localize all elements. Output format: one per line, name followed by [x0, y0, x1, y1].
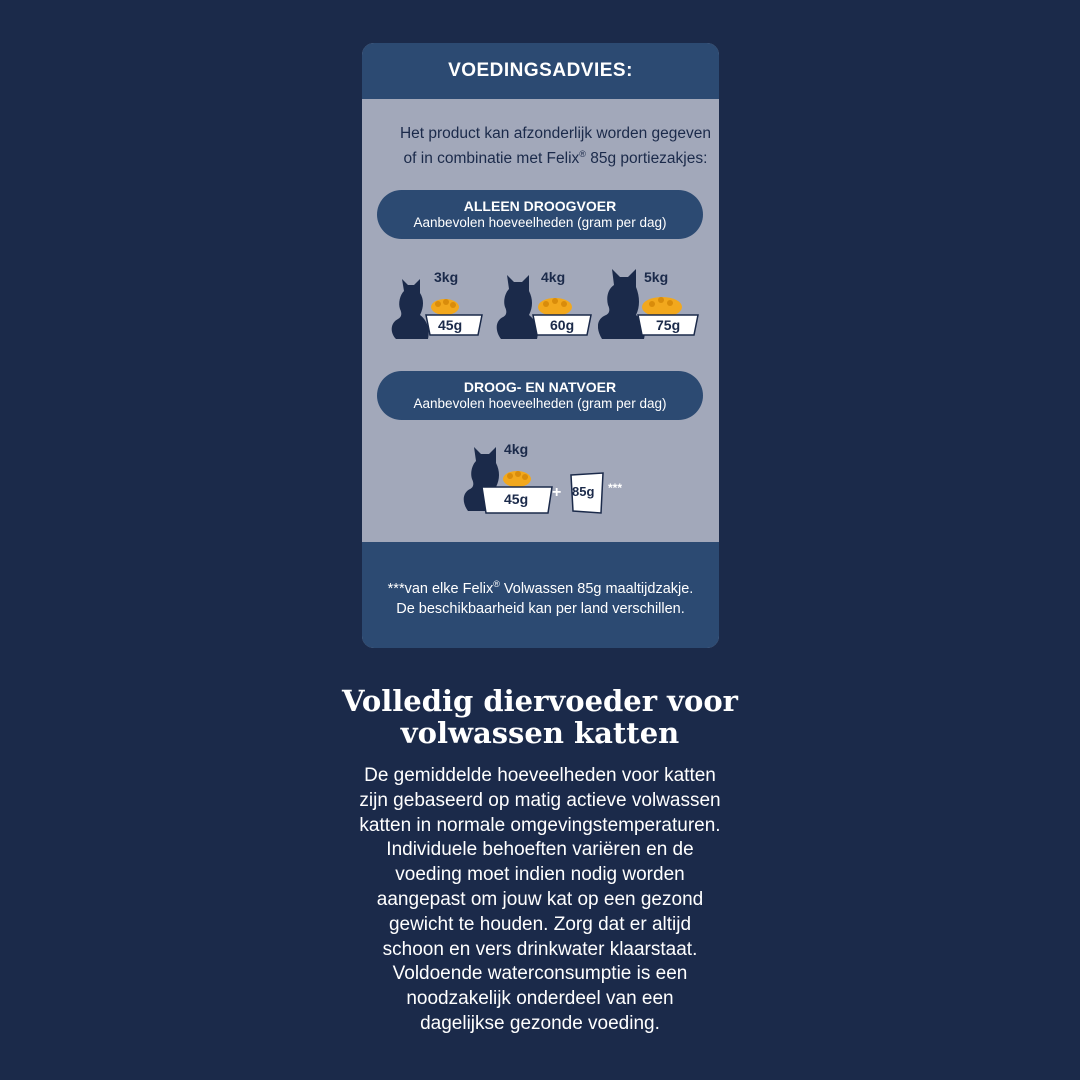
intro-line-2-text: of in combinatie met Felix [403, 150, 580, 168]
footnote-line-2: De beschikbaarheid kan per land verschillen. [396, 600, 685, 617]
body-line: katten in normale omgevingstemperaturen. [359, 814, 721, 836]
body-line: noodzakelijk onderdeel van een [406, 988, 674, 1010]
body-line: Individuele behoeften variëren en de [386, 839, 694, 861]
section-dry-wet-food-subtitle: Aanbevolen hoeveelheden (gram per dag) [413, 396, 667, 411]
cat-weight-label: 4kg [504, 441, 529, 457]
body-line: gewicht te houden. Zorg dat er altijd [388, 913, 692, 935]
body-line: zijn gebaseerd op matig actieve volwassen [359, 789, 721, 811]
cat-weight-label: 5kg [644, 269, 669, 285]
body-line: dagelijkse gezonde voeding. [420, 1012, 660, 1034]
pouch-amount-label: 85g [572, 484, 595, 499]
headline-line-1: Volledig diervoeder voor [342, 684, 738, 718]
intro-text [362, 124, 719, 169]
body-line: Voldoende waterconsumptie is een [392, 963, 688, 985]
footnote-line-1-tail: Volwassen 85g maaltijdzakje. [499, 580, 694, 597]
intro-line-2 [392, 144, 719, 169]
cat-weight-label: 3kg [434, 269, 459, 285]
intro-line-1: Het product kan afzonderlijk worden gegeven [399, 125, 712, 142]
card-footnote [362, 542, 719, 648]
body-line: voeding moet indien nodig worden [395, 864, 685, 886]
cat-weight-label: 4kg [541, 269, 566, 285]
feeding-advice-card [362, 43, 719, 648]
intro-line-2-tail: 85g portiezakjes: [585, 150, 708, 168]
bowl-amount-label: 45g [438, 317, 463, 333]
section-dry-wet-food-pill [377, 371, 703, 420]
registered-mark: ® [579, 149, 586, 159]
footnote-line-1 [362, 574, 719, 599]
body-line: De gemiddelde hoeveelheden voor katten [364, 765, 716, 786]
footnote-line-1-text: ***van elke Felix [387, 580, 494, 597]
body-line: aangepast om jouw kat op een gezond [376, 888, 704, 910]
bowl-amount-label: 60g [550, 317, 575, 333]
card-header: VOEDINGSADVIES: [362, 43, 719, 99]
dry-food-item-5kg [598, 267, 708, 347]
body-line: schoon en vers drinkwater klaarstaat. [382, 938, 698, 960]
plus-sign: + [552, 484, 562, 501]
dry-food-item-3kg [388, 267, 498, 347]
bowl-amount-label: 75g [656, 317, 681, 333]
dry-food-item-4kg [495, 267, 605, 347]
headline-line-2: volwassen katten [400, 716, 680, 750]
section-dry-wet-food-title: DROOG- EN NATVOER [463, 379, 617, 395]
section-dry-food-title: ALLEEN DROOGVOER [463, 198, 617, 214]
registered-mark: ® [493, 579, 500, 589]
section-dry-food-subtitle: Aanbevolen hoeveelheden (gram per dag) [413, 215, 667, 230]
bowl-amount-label: 45g [504, 491, 529, 507]
section-dry-food-pill [377, 190, 703, 239]
body-text [330, 764, 750, 1037]
footnote-stars: *** [608, 481, 623, 495]
headline [0, 685, 1080, 749]
